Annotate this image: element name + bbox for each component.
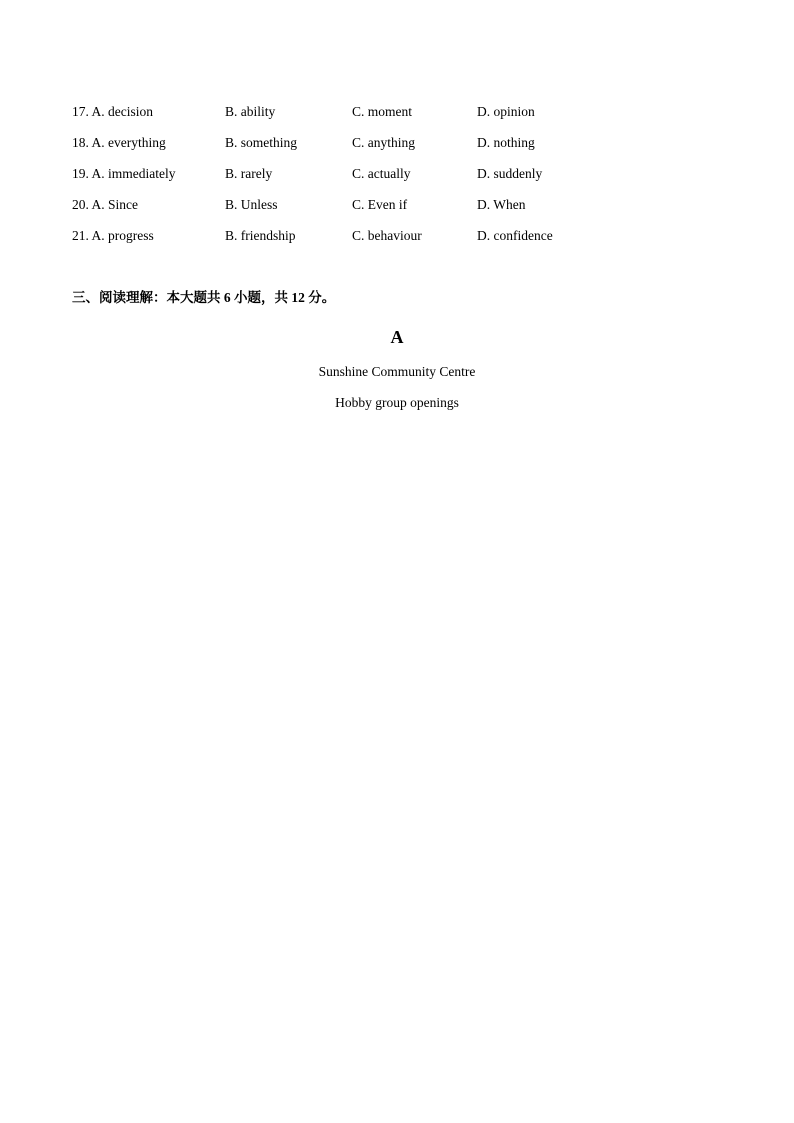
question-row-20 [72,195,712,226]
option-a [72,164,176,184]
option-a-text: everything [108,135,166,150]
option-b: B. something [225,135,298,150]
option-b: B. rarely [225,166,273,181]
option-c: C. actually [352,166,411,181]
option-d: D. opinion [477,104,535,119]
option-d: D. confidence [477,228,553,243]
option-a [72,133,166,153]
option-a-text: progress [108,228,154,243]
option-c: C. behaviour [352,228,422,243]
question-row-17 [72,102,712,133]
option-a-text: immediately [108,166,176,181]
option-d: D. nothing [477,135,535,150]
option-b: B. Unless [225,197,278,212]
passage-subtitle: Hobby group openings [335,395,459,410]
passage-title: Sunshine Community Centre [318,364,476,379]
option-a [72,226,154,246]
question-row-18 [72,133,712,164]
option-d: D. When [477,197,526,212]
section-heading-reading: 三、阅读理解：本大题共 6 小题，共 12 分。 [72,290,336,305]
question-row-21 [72,226,712,257]
option-c: C. moment [352,104,412,119]
option-b: B. friendship [225,228,296,243]
option-d: D. suddenly [477,166,543,181]
option-c: C. anything [352,135,415,150]
question-number: 17. A. [72,104,105,119]
option-c: C. Even if [352,197,408,212]
question-number: 21. A. [72,228,105,243]
question-number: 18. A. [72,135,105,150]
question-number: 20. A. [72,197,105,212]
option-a-text: Since [108,197,139,212]
question-number: 19. A. [72,166,105,181]
passage-letter: A [390,327,404,347]
option-a [72,195,138,215]
option-a [72,102,153,122]
question-row-19 [72,164,712,195]
option-b: B. ability [225,104,276,119]
cloze-options-list [72,102,712,257]
option-a-text: decision [108,104,154,119]
